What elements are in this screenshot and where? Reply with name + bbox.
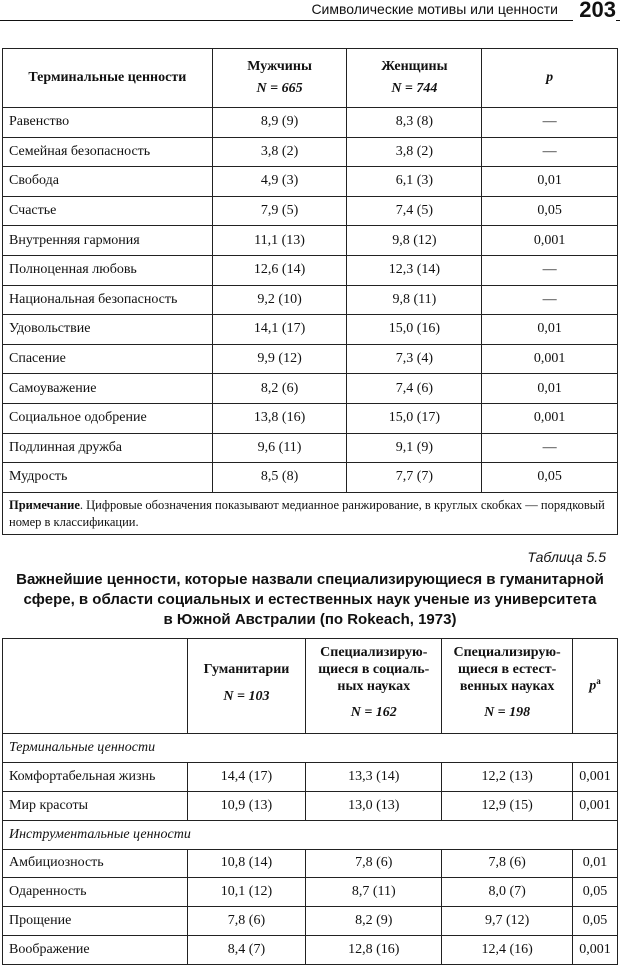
table-row (3, 849, 618, 878)
cell-p: 0,001 (482, 226, 618, 256)
table-row (3, 907, 618, 936)
cell-p: 0,01 (482, 315, 618, 345)
cell-men: 9,6 (11) (212, 433, 347, 463)
cell-humanities: 10,8 (14) (187, 849, 306, 878)
cell-humanities: 14,4 (17) (187, 763, 306, 792)
row-label: Мир красоты (3, 791, 188, 820)
cell-women: 3,8 (2) (347, 137, 482, 167)
cell-p: 0,05 (482, 463, 618, 493)
cell-women: 7,7 (7) (347, 463, 482, 493)
cell-women: 6,1 (3) (347, 167, 482, 197)
col-header-p2-label: p (589, 678, 597, 694)
cell-men: 8,5 (8) (212, 463, 347, 493)
cell-p: 0,001 (482, 344, 618, 374)
col-header-women-n: N = 744 (391, 81, 438, 96)
cell-men: 7,9 (5) (212, 196, 347, 226)
col-header-social-l1: Специализирую- (320, 645, 428, 660)
col-header-empty (3, 639, 188, 734)
col-header-p-label: p (546, 70, 554, 86)
col-header-women-label: Женщины (381, 59, 448, 75)
cell-social: 7,8 (6) (306, 849, 442, 878)
row-label: Счастье (3, 196, 213, 226)
section-title: Терминальные ценности (3, 734, 618, 763)
cell-natural: 12,4 (16) (442, 935, 573, 964)
col-header-social-n: N = 162 (350, 705, 397, 721)
cell-natural: 8,0 (7) (442, 878, 573, 907)
row-label: Свобода (3, 167, 213, 197)
cell-women: 9,1 (9) (347, 433, 482, 463)
table-row (3, 255, 618, 285)
table1-note-row (3, 492, 618, 535)
table-row (3, 137, 618, 167)
cell-natural: 12,2 (13) (442, 763, 573, 792)
col-header-natural (442, 639, 573, 734)
table-row (3, 763, 618, 792)
row-label: Воображение (3, 935, 188, 964)
table-row (3, 878, 618, 907)
table-caption: Таблица 5.5 (527, 549, 606, 565)
cell-natural: 7,8 (6) (442, 849, 573, 878)
page-header (0, 0, 620, 24)
col-header-natural-l2: щиеся в естест- (458, 661, 557, 677)
cell-women: 8,3 (8) (347, 108, 482, 138)
row-label: Социальное одобрение (3, 403, 213, 433)
cell-women: 7,3 (4) (347, 344, 482, 374)
row-label: Внутренняя гармония (3, 226, 213, 256)
cell-women: 7,4 (6) (347, 374, 482, 404)
cell-p: 0,001 (573, 763, 618, 792)
section-row (3, 734, 618, 763)
col-header-humanities-label: Гуманитарии (203, 662, 290, 677)
table-title-line: Важнейшие ценности, которые назвали специализирующиеся в гуманитарной (16, 571, 604, 588)
row-label: Самоуважение (3, 374, 213, 404)
row-label: Мудрость (3, 463, 213, 493)
cell-p: 0,01 (573, 849, 618, 878)
cell-p: 0,001 (573, 791, 618, 820)
cell-humanities: 8,4 (7) (187, 935, 306, 964)
cell-social: 13,3 (14) (306, 763, 442, 792)
table-row (3, 226, 618, 256)
table-row (3, 285, 618, 315)
note-label: Примечание (9, 497, 80, 512)
table-row (3, 935, 618, 964)
table-row (3, 108, 618, 138)
table-title-line: сфере, в области социальных и естественных наук ученые из университета (23, 591, 597, 608)
table-row (3, 433, 618, 463)
cell-humanities: 7,8 (6) (187, 907, 306, 936)
col-header-natural-l3: венных науках (459, 678, 555, 694)
cell-men: 8,9 (9) (212, 108, 347, 138)
cell-women: 15,0 (17) (347, 403, 482, 433)
cell-men: 11,1 (13) (212, 226, 347, 256)
cell-p: 0,05 (573, 878, 618, 907)
cell-p: — (482, 285, 618, 315)
row-label: Комфортабельная жизнь (3, 763, 188, 792)
values-by-discipline-table (2, 638, 618, 965)
cell-p: — (482, 433, 618, 463)
table1-note (3, 492, 618, 535)
cell-women: 15,0 (16) (347, 315, 482, 345)
table-row (3, 315, 618, 345)
cell-men: 14,1 (17) (212, 315, 347, 345)
cell-p: 0,01 (482, 374, 618, 404)
cell-men: 4,9 (3) (212, 167, 347, 197)
cell-men: 8,2 (6) (212, 374, 347, 404)
row-label: Подлинная дружба (3, 433, 213, 463)
col-header-humanities (187, 639, 306, 734)
row-label: Семейная безопасность (3, 137, 213, 167)
col-header-p (482, 49, 618, 108)
note-text: . Цифровые обозначения показывают медианное ранжирование, в круглых скобках — порядковый номер в классификации. (9, 497, 605, 529)
cell-women: 7,4 (5) (347, 196, 482, 226)
running-title: Символические мотивы или ценности (305, 1, 558, 17)
col-header-women (347, 49, 482, 108)
table-row (3, 167, 618, 197)
col-header-social-l2: щиеся в социаль- (318, 661, 430, 677)
cell-social: 13,0 (13) (306, 791, 442, 820)
section-title: Инструментальные ценности (3, 820, 618, 849)
table-row (3, 374, 618, 404)
cell-p: — (482, 137, 618, 167)
cell-women: 9,8 (12) (347, 226, 482, 256)
col-header-humanities-n: N = 103 (223, 688, 270, 704)
section-row (3, 820, 618, 849)
table2-header-row (3, 639, 618, 734)
cell-men: 9,2 (10) (212, 285, 347, 315)
cell-p: 0,05 (573, 907, 618, 936)
cell-humanities: 10,9 (13) (187, 791, 306, 820)
cell-women: 12,3 (14) (347, 255, 482, 285)
row-label: Одаренность (3, 878, 188, 907)
cell-men: 12,6 (14) (212, 255, 347, 285)
page-number: 203 (573, 0, 616, 23)
table-row (3, 463, 618, 493)
col-header-social-l3: ных науках (337, 678, 411, 694)
cell-natural: 9,7 (12) (442, 907, 573, 936)
row-label: Полноценная любовь (3, 255, 213, 285)
cell-p: 0,001 (573, 935, 618, 964)
table-title-line: в Южной Австралии (по Rokeach, 1973) (163, 611, 457, 628)
cell-men: 9,9 (12) (212, 344, 347, 374)
header-rule (0, 20, 620, 21)
cell-p: — (482, 255, 618, 285)
cell-men: 13,8 (16) (212, 403, 347, 433)
cell-natural: 12,9 (15) (442, 791, 573, 820)
col-header-p2 (573, 639, 618, 734)
row-label: Спасение (3, 344, 213, 374)
cell-social: 8,2 (9) (306, 907, 442, 936)
table2-body (3, 734, 618, 965)
col-header-p2-sup: a (596, 676, 601, 687)
row-label: Амбициозность (3, 849, 188, 878)
col-header-men-label: Мужчины (247, 59, 312, 75)
table-title (10, 570, 610, 630)
cell-p: 0,001 (482, 403, 618, 433)
cell-men: 3,8 (2) (212, 137, 347, 167)
table-row (3, 196, 618, 226)
table-row (3, 403, 618, 433)
col-header-men (212, 49, 347, 108)
table-row (3, 791, 618, 820)
values-by-gender-table (2, 48, 618, 535)
cell-humanities: 10,1 (12) (187, 878, 306, 907)
cell-p: — (482, 108, 618, 138)
cell-p: 0,01 (482, 167, 618, 197)
col-header-natural-l1: Специализирую- (453, 645, 561, 660)
row-label: Удовольствие (3, 315, 213, 345)
row-label: Равенство (3, 108, 213, 138)
cell-social: 8,7 (11) (306, 878, 442, 907)
row-label: Прощение (3, 907, 188, 936)
table1-body (3, 108, 618, 493)
col-header-men-n: N = 665 (256, 81, 303, 96)
col-header-social (306, 639, 442, 734)
cell-social: 12,8 (16) (306, 935, 442, 964)
col-header-values: Терминальные ценности (3, 49, 213, 108)
row-label: Национальная безопасность (3, 285, 213, 315)
cell-p: 0,05 (482, 196, 618, 226)
table1-header-row (3, 49, 618, 108)
cell-women: 9,8 (11) (347, 285, 482, 315)
table-row (3, 344, 618, 374)
col-header-natural-n: N = 198 (484, 705, 531, 721)
